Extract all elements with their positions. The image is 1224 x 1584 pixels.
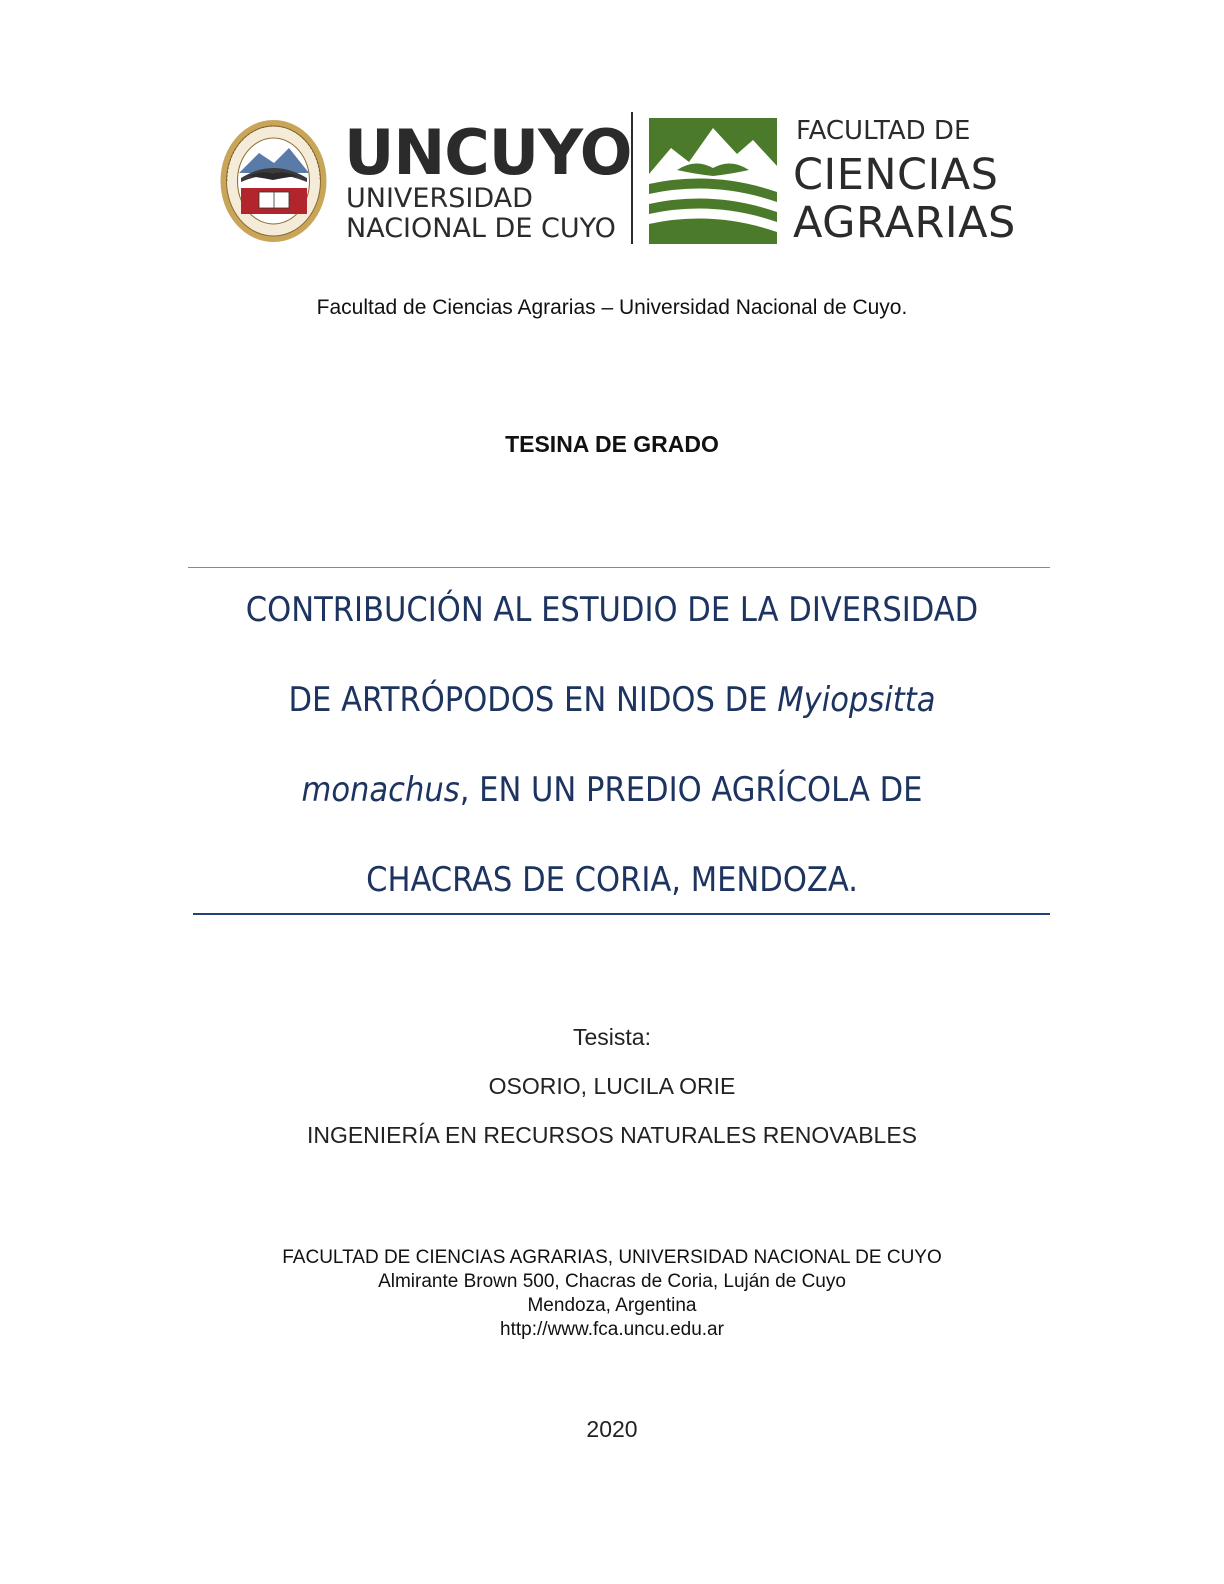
thesis-title-species-epithet: monachus <box>301 770 460 810</box>
fca-logo-line3: AGRARIAS <box>793 198 1016 248</box>
fca-logo-line2: CIENCIAS <box>793 150 999 200</box>
thesis-title-line-2 <box>0 680 1224 720</box>
document-type: TESINA DE GRADO <box>505 431 719 457</box>
uncuyo-wordmark-logo <box>344 116 632 248</box>
thesis-title-line-2-text: DE ARTRÓPODOS EN NIDOS DE <box>288 680 778 720</box>
address-institution: FACULTAD DE CIENCIAS AGRARIAS, UNIVERSIDAD NACIONAL DE CUYO <box>282 1247 942 1268</box>
address-street: Almirante Brown 500, Chacras de Coria, Luján de Cuyo <box>378 1271 846 1292</box>
title-bottom-rule <box>193 913 643 915</box>
title-top-rule <box>188 567 1050 568</box>
thesis-title-line-3-text: , EN UN PREDIO AGRÍCOLA DE <box>459 770 923 810</box>
fca-wordmark-logo <box>793 116 1053 250</box>
uncuyo-logo-line1: UNIVERSIDAD <box>346 183 533 214</box>
fca-logo-line1: FACULTAD DE <box>796 116 971 146</box>
thesis-title-species-genus: Myiopsitta <box>777 680 936 720</box>
institution-subtitle: Facultad de Ciencias Agrarias – Universidad Nacional de Cuyo. <box>316 296 908 319</box>
thesis-title-line-4: CHACRAS DE CORIA, MENDOZA. <box>366 860 858 900</box>
fca-landscape-logo <box>649 118 777 244</box>
author-label: Tesista: <box>573 1024 651 1050</box>
title-bottom-rule-right <box>643 913 1050 915</box>
thesis-year: 2020 <box>586 1416 638 1442</box>
author-name: OSORIO, LUCILA ORIE <box>488 1073 736 1099</box>
address-city: Mendoza, Argentina <box>527 1295 697 1316</box>
logo-divider <box>631 112 633 244</box>
uncuyo-logo-line2: NACIONAL DE CUYO <box>346 213 616 244</box>
uncuyo-seal-logo <box>219 118 328 244</box>
thesis-title-line-1: CONTRIBUCIÓN AL ESTUDIO DE LA DIVERSIDAD <box>245 590 979 630</box>
author-career: INGENIERÍA EN RECURSOS NATURALES RENOVABLES <box>306 1122 918 1148</box>
uncuyo-logo-name: UNCUYO <box>344 116 632 189</box>
thesis-title-line-3 <box>0 770 1224 810</box>
address-website-link[interactable]: http://www.fca.uncu.edu.ar <box>500 1319 724 1340</box>
